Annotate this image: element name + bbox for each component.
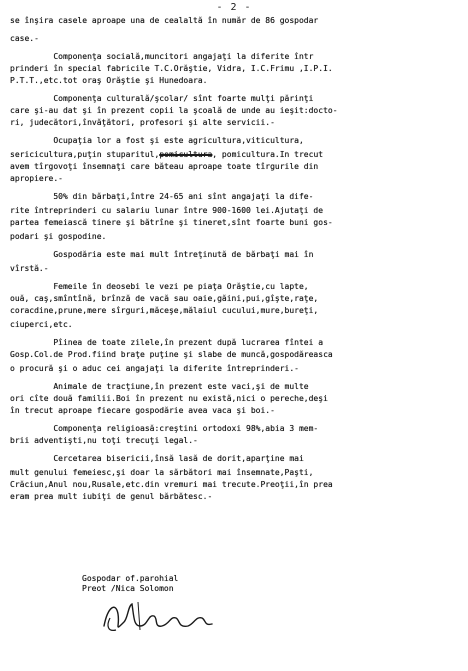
document-line: Componenţa religioasă:creştini ortodoxi 98%,abia 3 mem- [10,424,319,433]
document-line: partea femeiască tinere şi bătrîne şi tineret,sînt foarte buni gos- [10,218,333,227]
document-line: ri, judecători,învăţători, profesori şi alte servicii.- [10,118,275,127]
document-line: ciuperci,etc. [10,320,73,329]
signature-image [98,596,228,636]
document-line: 50% din bărbaţi,între 24-65 ani sînt angajaţi la dife- [10,192,314,201]
document-line: care şi-au dat şi în prezent copii la şcoală de unde au ieşit:docto- [10,106,338,115]
document-line: o procură şi o aduc cei angajaţi la diferite întreprinderi.- [10,364,299,373]
document-line: se înşira casele aproape una de cealaltă în număr de 86 gospodar [10,16,319,25]
struck-word: pomicultura [159,150,213,159]
document-line: coracdine,prune,mere sîrguri,măceşe,mălaiul cucului,mure,bureţi, [10,306,319,315]
document-line: eram prea mult iubiţi de genul bărbătesc.- [10,492,213,501]
document-line: rite întreprinderi cu salariu lunar între 900-1600 lei.Ajutaţi de [10,206,324,215]
document-line: Femeile în deosebi le vezi pe piaţa Orăştie,cu lapte, [10,282,309,291]
document-line: Componenţa socială,muncitori angajaţi la diferite într [10,52,314,61]
document-line: Pîinea de toate zilele,în prezent după lucrarea fîntei a [10,338,324,347]
document-line: P.T.T.,etc.tot oraş Orăştie şi Hunedoara. [10,76,208,85]
document-line: ori cîte două familii.Boi în prezent nu există,nici o pereche,deşi [10,394,328,403]
document-line: Gospodăria este mai mult întreţinută de bărbaţi mai în [10,250,314,259]
document-line: avem tîrgovoţi însemnaţi care băteau aproape toate tîrgurile din [10,162,319,171]
document-line: prinderi în special fabricile T.C.Orăştie, Vidra, I.C.Frimu ,I.P.I. [10,64,333,73]
document-line: vîrstă.- [10,264,49,273]
document-line [10,150,468,160]
document-line: podari şi gospodine. [10,232,107,241]
document-line: case.- [10,34,39,43]
document-line: Componenţa culturală/şcolar/ sînt foarte mulţi părinţi [10,94,314,103]
line-text-after-strike: , pomicultura.In trecut [212,150,324,159]
document-line: Cercetarea bisericii,însă lasă de dorit,aparţine mai [10,454,304,463]
document-line: Gosp.Col.de Prod.fiind braţe puţine şi slabe de muncă,gospodăreasca [10,350,333,359]
document-line: ouă, caş,smîntînă, brînză de vacă sau oaie,găini,pui,gîşte,raţe, [10,294,319,303]
document-line: Animale de tracţiune,în prezent este vaci,şi de multe [10,382,309,391]
page-number: - 2 - [216,2,252,13]
closing-line-2: Preot /Nica Solomon [82,584,174,593]
document-line: Ocupaţia lor a fost şi este agricultura,viticultura, [10,136,304,145]
document-line: brii adventişti,nu toţi trecuţi legal.- [10,436,198,445]
document-line: în trecut aproape fiecare gospodărie avea vaca şi boi.- [10,406,275,415]
line-text-before-strike: sericicultura,puţin stuparitul, [10,150,160,159]
document-line: Crăciun,Anul nou,Rusale,etc.din vremuri mai trecute.Preoţii,în prea [10,480,333,489]
closing-line-1: Gospodar of.parohial [82,574,179,583]
document-line: apropiere.- [10,174,63,183]
document-line: mult genului femeiesc,şi doar la sărbători mai însemnate,Paşti, [10,468,314,477]
